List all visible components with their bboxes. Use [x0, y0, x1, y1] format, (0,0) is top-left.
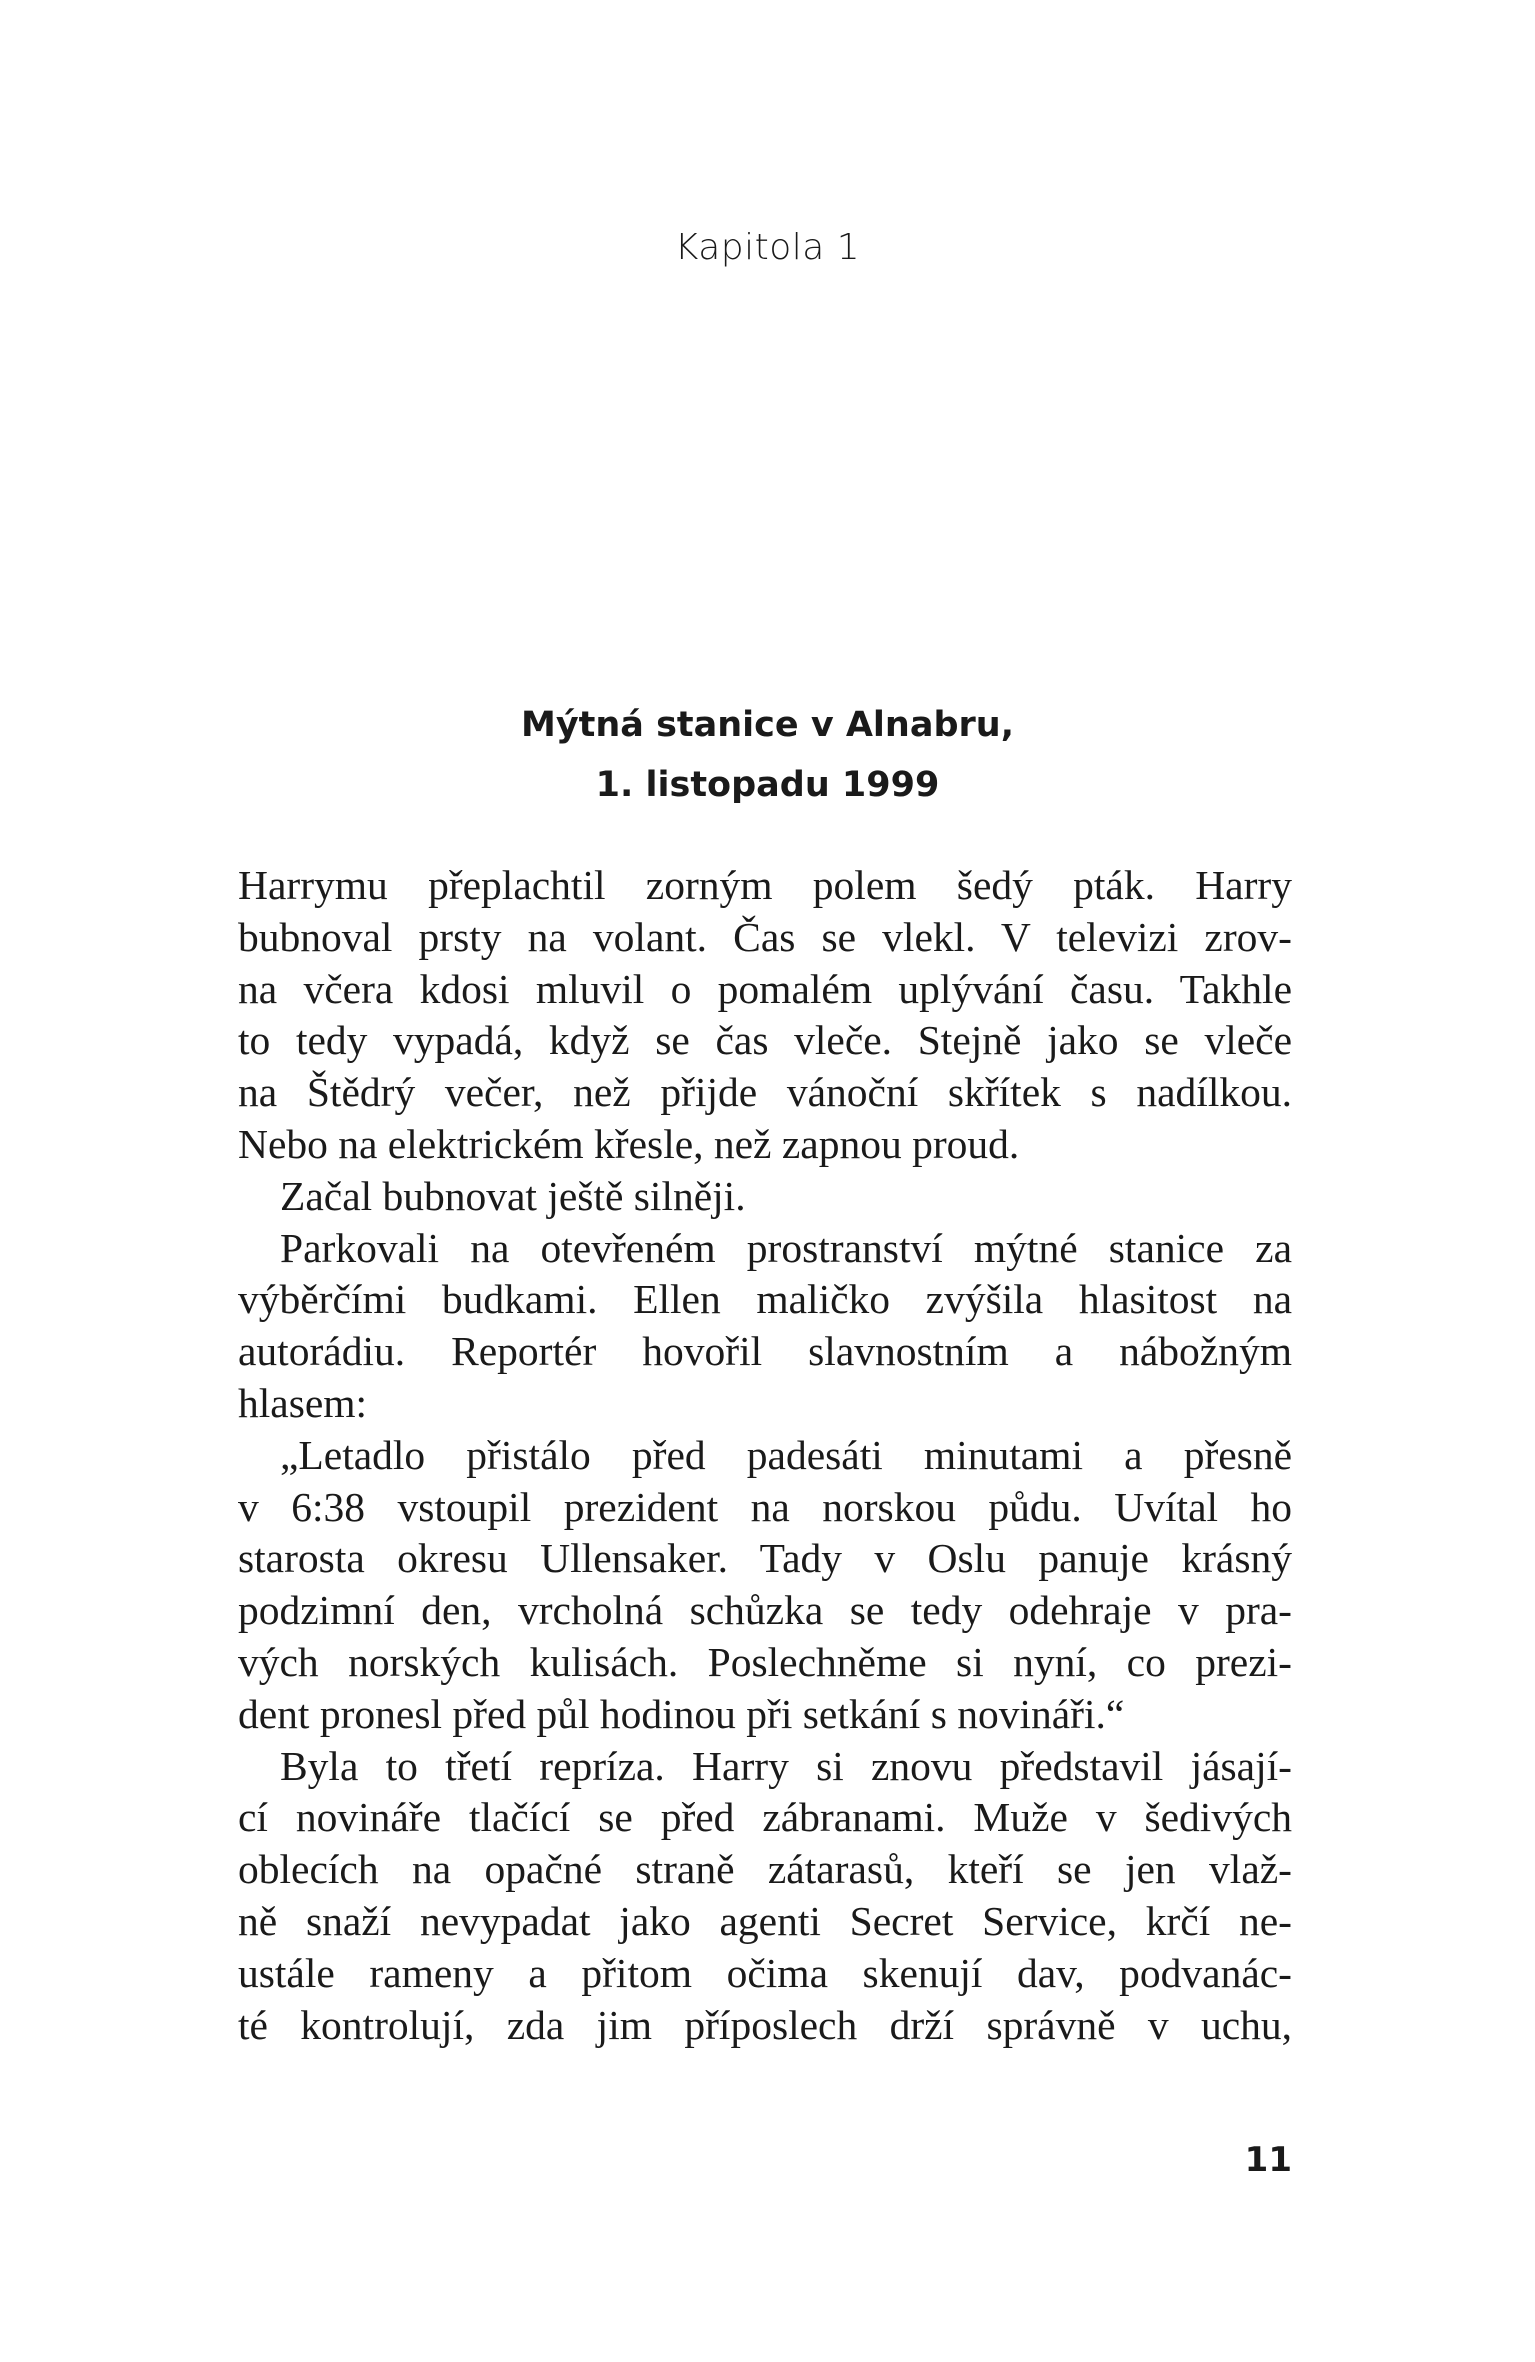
section-title-line-2: 1. listopadu 1999 [595, 765, 940, 805]
text-line: ně snaží nevypadat jako agenti Secret Service, krčí ne- [238, 1897, 1292, 1944]
text-line: na včera kdosi mluvil o pomalém uplývání času. Takhle [238, 965, 1292, 1012]
chapter-label: Kapitola 1 [674, 227, 861, 268]
text-line: dent pronesl před půl hodinou při setkání s novináři.“ [238, 1690, 1125, 1737]
text-line: Byla to třetí repríza. Harry si znovu představil jásají- [280, 1742, 1292, 1789]
text-line: bubnoval prsty na volant. Čas se vlekl. V televizi zrov- [238, 913, 1292, 960]
text-line: to tedy vypadá, když se čas vleče. Stejně jako se vleče [238, 1017, 1292, 1064]
text-line: Parkovali na otevřeném prostranství mýtné stanice za [280, 1224, 1292, 1271]
section-title-line-1: Mýtná stanice v Alnabru, [520, 705, 1014, 745]
text-line: Začal bubnovat ještě silněji. [280, 1172, 746, 1219]
text-line: té kontrolují, zda jim příposlech drží správně v uchu, [238, 2001, 1292, 2048]
text-line: starosta okresu Ullensaker. Tady v Oslu panuje krásný [238, 1535, 1292, 1582]
text-line: ustále rameny a přitom očima skenují dav, podvanác- [238, 1949, 1292, 1996]
text-line: cí novináře tlačící se před zábranami. Muže v šedivých [238, 1794, 1292, 1841]
text-line: výběrčími budkami. Ellen maličko zvýšila hlasitost na [238, 1276, 1292, 1323]
text-line: Nebo na elektrickém křesle, než zapnou proud. [238, 1120, 1020, 1167]
section-title [0, 695, 1535, 815]
text-line: „Letadlo přistálo před padesáti minutami a přesně [280, 1431, 1292, 1478]
text-line: vých norských kulisách. Poslechněme si nyní, co prezi- [238, 1638, 1292, 1685]
body-text [238, 860, 1292, 2051]
text-line: hlasem: [238, 1379, 368, 1426]
text-line: na Štědrý večer, než přijde vánoční skřítek s nadílkou. [238, 1069, 1292, 1116]
text-line: oblecích na opačné straně zátarasů, kteří se jen vlaž- [238, 1846, 1292, 1893]
text-line: podzimní den, vrcholná schůzka se tedy odehraje v pra- [238, 1587, 1292, 1634]
text-line: v 6:38 vstoupil prezident na norskou půdu. Uvítal ho [238, 1483, 1292, 1530]
text-line: Harrymu přeplachtil zorným polem šedý pták. Harry [238, 862, 1292, 908]
text-line: autorádiu. Reportér hovořil slavnostním a nábožným [238, 1328, 1292, 1375]
page-number: 11 [1244, 2140, 1292, 2180]
